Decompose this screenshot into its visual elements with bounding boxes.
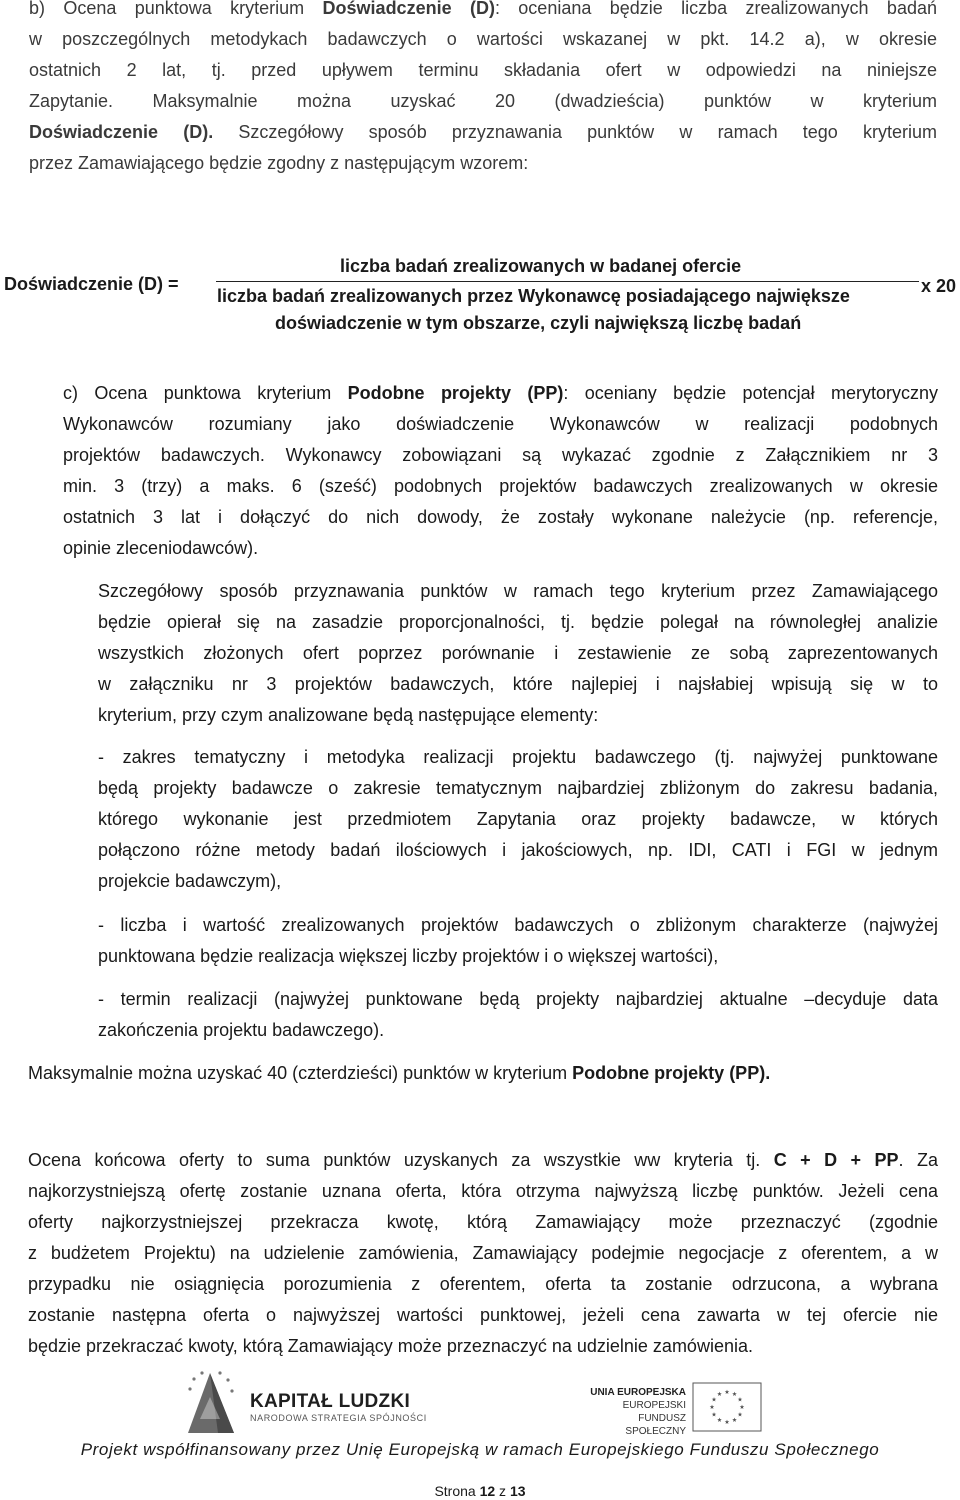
text-run: Zapytanie. Maksymalnie można uzyskać 20 (dwadzieścia) punktów w kryterium xyxy=(29,91,937,111)
text-line xyxy=(28,1058,938,1089)
text-run: opinie zleceniodawców). xyxy=(63,538,259,558)
text-run: Maksymalnie można uzyskać 40 (czterdzieści) punktów w kryterium xyxy=(28,1063,573,1083)
text-line xyxy=(28,1176,938,1207)
text-run: punktowana będzie realizacja większej liczby projektów i o większej wartości), xyxy=(98,946,719,966)
text-line xyxy=(63,378,938,409)
kapital-ludzki-emblem-icon xyxy=(180,1367,242,1437)
eu-logo-text xyxy=(588,1386,686,1438)
page-separator: z xyxy=(495,1483,510,1499)
page-prefix: Strona xyxy=(434,1483,480,1499)
text-run: : oceniany będzie potencjał merytoryczny xyxy=(563,383,938,403)
text-line xyxy=(28,1145,938,1176)
kapital-ludzki-title: KAPITAŁ LUDZKI xyxy=(250,1391,411,1412)
formula-label: Doświadczenie (D) = xyxy=(4,274,179,294)
text-line xyxy=(98,773,938,804)
text-line xyxy=(29,24,937,55)
text-run: z budżetem Projektu) na udzielenie zamówienia, Zamawiający podejmie negocjacje z oferentem, a w xyxy=(28,1243,938,1263)
text-line xyxy=(63,533,938,564)
text-line xyxy=(28,1238,938,1269)
text-line xyxy=(98,804,938,835)
text-line xyxy=(28,1207,938,1238)
text-line xyxy=(98,638,938,669)
bold-run: Doświadczenie (D) xyxy=(322,0,495,18)
kapital-ludzki-subtitle: NARODOWA STRATEGIA SPÓJNOŚCI xyxy=(250,1413,427,1423)
final-evaluation-paragraph xyxy=(28,1145,938,1362)
text-run: oferty najkorzystniejszej przekracza kwotę, którą Zamawiający może przeznaczyć (zgodnie xyxy=(28,1212,938,1232)
text-run: Szczegółowy sposób przyznawania punktów w ramach tego kryterium przez Zamawiającego xyxy=(98,581,938,601)
text-line xyxy=(98,700,938,731)
eu-logo-line3: FUNDUSZ SPOŁECZNY xyxy=(625,1413,686,1437)
text-run: przez Zamawiającego będzie zgodny z następującym wzorem: xyxy=(29,153,529,173)
text-run: przypadku nie osiągnięcia porozumienia z oferentem, oferta ta zostanie odrzucona, a wybrana xyxy=(28,1274,938,1294)
text-line xyxy=(98,984,938,1015)
text-run: zostanie następna oferta o najwyższej wartości punktowej, jeżeli cena zawarta w tej ofercie nie xyxy=(28,1305,938,1325)
text-line xyxy=(98,607,938,638)
text-line xyxy=(98,835,938,866)
text-line xyxy=(29,86,937,117)
text-run: wszystkich złożonych ofert poprzez porównanie i zestawienie ze sobą zaprezentowanych xyxy=(98,643,938,663)
bold-run: C + D + PP xyxy=(773,1150,899,1170)
text-line xyxy=(63,502,938,533)
text-line xyxy=(98,941,938,972)
page-total: 13 xyxy=(509,1483,526,1499)
text-run: . Za xyxy=(898,1150,939,1170)
text-run: będzie opierał się na zasadzie proporcjonalności, tj. będzie polegał na równoległej analizie xyxy=(98,612,938,632)
formula-denominator-line1: liczba badań zrealizowanych przez Wykonawcę posiadającego największe xyxy=(217,286,850,306)
cofinancing-footer-text: Projekt współfinansowany przez Unię Europejską w ramach Europejskiego Funduszu Społecznego xyxy=(80,1440,880,1459)
formula-numerator: liczba badań zrealizowanych w badanej ofercie xyxy=(340,256,742,276)
text-line xyxy=(98,742,938,773)
bold-run: Podobne projekty (PP) xyxy=(347,383,564,403)
text-run: b) Ocena punktowa kryterium xyxy=(29,0,323,18)
footer-logos xyxy=(0,1365,960,1435)
text-run: połączono różne metody badań ilościowych i jakościowych, np. IDI, CATI i FGI w jednym xyxy=(98,840,938,860)
text-run: w poszczególnych metodykach badawczych o wartości wskazanej w pkt. 14.2 a), w okresie xyxy=(29,29,937,49)
max-points-pp xyxy=(28,1058,938,1089)
text-line xyxy=(98,1015,938,1046)
kapital-ludzki-logo xyxy=(250,1392,427,1424)
criterion-d-paragraph xyxy=(29,0,937,179)
element-number-value xyxy=(98,910,938,972)
text-run: kryterium, przy czym analizowane będą następujące elementy: xyxy=(98,705,599,725)
element-completion-date xyxy=(98,984,938,1046)
element-topic-methodology xyxy=(98,742,938,897)
text-line xyxy=(28,1300,938,1331)
text-run: projektów badawczych. Wykonawcy zobowiązani są wykazać zgodnie z Załącznikiem nr 3 xyxy=(63,445,938,465)
bold-run: Doświadczenie (D). xyxy=(29,122,214,142)
text-line xyxy=(63,440,938,471)
eu-logo-line1: UNIA EUROPEJSKA xyxy=(590,1387,686,1398)
text-line xyxy=(29,55,937,86)
text-run: zakończenia projektu badawczego). xyxy=(98,1020,385,1040)
text-line xyxy=(28,1269,938,1300)
text-line xyxy=(98,866,938,897)
text-run: Szczegółowy sposób przyznawania punktów w ramach tego kryterium xyxy=(213,122,938,142)
bold-run: Podobne projekty (PP). xyxy=(572,1063,771,1083)
text-run: : oceniana będzie liczba zrealizowanych badań xyxy=(494,0,937,18)
text-run: ostatnich 2 lat, tj. przed upływem terminu składania ofert w odpowiedzi na niniejsze xyxy=(29,60,937,80)
page-number xyxy=(0,1483,960,1499)
eu-stars-flag-icon xyxy=(692,1382,762,1432)
text-run: będzie przekraczać kwoty, którą Zamawiający może przeznaczyć na udzielnie zamówienia. xyxy=(28,1336,753,1356)
text-run: min. 3 (trzy) a maks. 6 (sześć) podobnych projektów badawczych zrealizowanych w okresie xyxy=(63,476,938,496)
text-run: najkorzystniejszą ofertę zostanie uznana oferta, która otrzyma najwyższą liczbę punktów. Jeżeli cena xyxy=(28,1181,938,1201)
formula-denominator-line2: doświadczenie w tym obszarze, czyli największą liczbę badań xyxy=(275,313,802,333)
text-run: w załączniku nr 3 projektów badawczych, które najlepiej i najsłabiej wpisują się w to xyxy=(98,674,938,694)
text-line xyxy=(28,1331,938,1362)
text-line xyxy=(98,910,938,941)
text-line xyxy=(63,471,938,502)
text-run: c) Ocena punktowa kryterium xyxy=(63,383,348,403)
formula-multiplier: x 20 xyxy=(921,276,957,296)
text-line xyxy=(29,117,937,148)
page-current: 12 xyxy=(479,1483,496,1499)
text-line xyxy=(98,576,938,607)
text-line xyxy=(29,0,937,24)
text-run: ostatnich 3 lat i dołączyć do nich dowody, że zostały wykonane należycie (np. referencje, xyxy=(63,507,938,527)
text-run: - zakres tematyczny i metodyka realizacji projektu badawczego (tj. najwyżej punktowane xyxy=(98,747,938,767)
text-run: projekcie badawczym), xyxy=(98,871,282,891)
text-line xyxy=(98,669,938,700)
text-run: Ocena końcowa oferty to suma punktów uzyskanych za wszystkie ww kryteria tj. xyxy=(28,1150,774,1170)
fraction-line xyxy=(216,281,919,282)
criterion-pp-paragraph xyxy=(63,378,938,564)
text-run: Wykonawców rozumiany jako doświadczenie Wykonawców w realizacji podobnych xyxy=(63,414,938,434)
text-line xyxy=(29,148,937,179)
scoring-method-paragraph xyxy=(98,576,938,731)
text-run: - liczba i wartość zrealizowanych projektów badawczych o zbliżonym charakterze (najwyżej xyxy=(98,915,938,935)
text-run: którego wykonanie jest przedmiotem Zapytania oraz projekty badawcze, w których xyxy=(98,809,938,829)
text-run: - termin realizacji (najwyżej punktowane będą projekty najbardziej aktualne –decyduje data xyxy=(98,989,938,1009)
text-line xyxy=(63,409,938,440)
text-run: będą projekty badawcze o zakresie tematycznym najbardziej zbliżonym do zakresu badania, xyxy=(98,778,938,798)
eu-logo-line2: EUROPEJSKI xyxy=(622,1400,686,1411)
